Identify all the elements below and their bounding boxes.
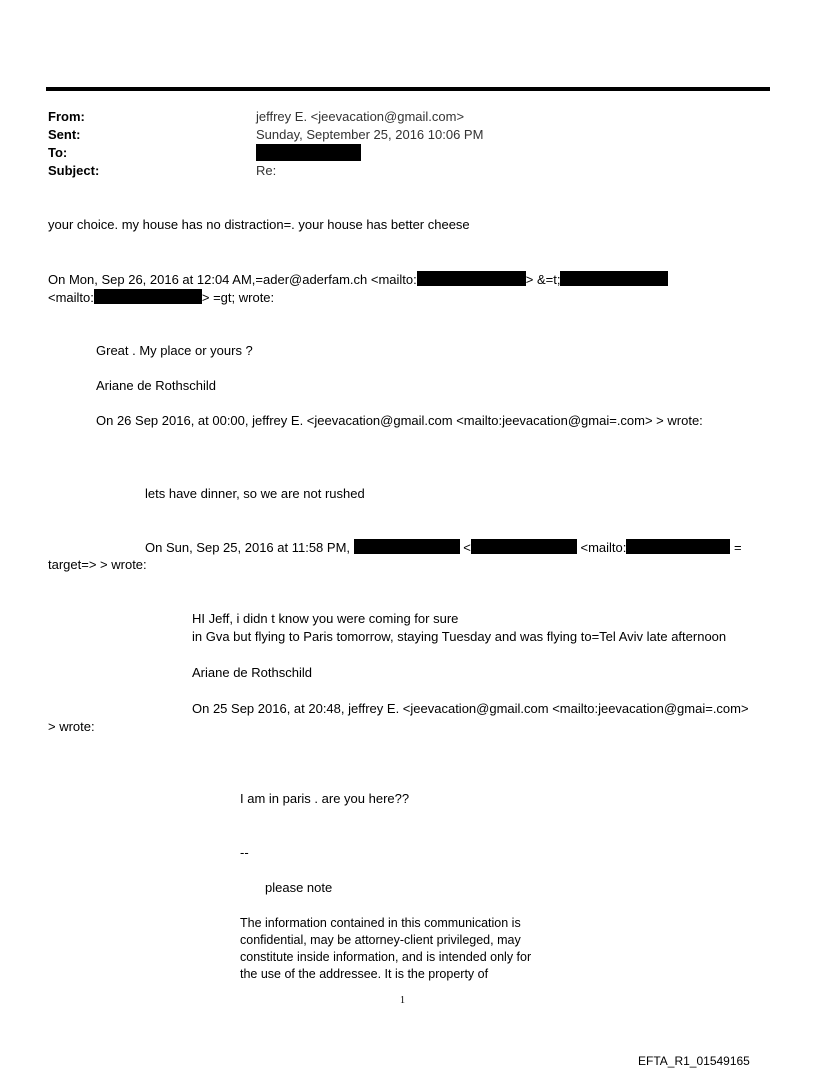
quote-header-3-text-b: < [463,540,471,555]
sent-value: Sunday, September 25, 2016 10:06 PM [256,127,484,142]
quote-header-1-text-d: > =gt; wrote: [201,290,275,305]
redaction-block [560,271,668,286]
to-redaction [256,144,361,161]
disclaimer-line: constitute inside information, and is intended only for [240,950,532,964]
page-number: 1 [400,995,405,1006]
signature-1: Ariane de Rothschild [96,378,216,393]
quote-header-3-text-c: <mailto: [580,540,627,555]
subject-label: Subject: [48,163,100,178]
disclaimer-line: the use of the addressee. It is the property of [240,967,489,981]
disclaimer-line: confidential, may be attorney-client privileged, may [240,933,521,947]
quote-header-4: On 25 Sep 2016, at 20:48, jeffrey E. <jeevacation@gmail.com <mailto:jeevacation@gmai=.com> [192,701,749,716]
quote-header-3-cont: target=> > wrote: [48,557,147,572]
to-label: To: [48,145,68,160]
please-note: please note [265,880,333,895]
quote-header-2: On 26 Sep 2016, at 00:00, jeffrey E. <jeevacation@gmail.com <mailto:jeevacation@gmai=.com> > wrote: [96,413,703,428]
signature-dashes: -- [240,845,249,860]
quote-header-1-text-c: <mailto: [48,290,94,305]
quote-header-3-text-a: On Sun, Sep 25, 2016 at 11:58 PM, [145,540,351,555]
redaction-block [626,539,730,554]
hi-line-2: in Gva but flying to Paris tomorrow, staying Tuesday and was flying to=Tel Aviv late afternoon [192,629,727,644]
hi-line-1: HI Jeff, i didn t know you were coming for sure [192,611,459,626]
sent-label: Sent: [48,127,81,142]
redaction-block [354,539,460,554]
bates-number: EFTA_R1_01549165 [638,1054,750,1068]
dinner-line: lets have dinner, so we are not rushed [145,486,365,501]
quote-header-3 [145,539,742,556]
reply-line: your choice. my house has no distraction=. your house has better cheese [48,217,470,232]
quote-header-3-text-d: = [734,540,742,555]
disclaimer-line: The information contained in this communication is [240,916,521,930]
quote-header-1-text-b: > &=t; [525,272,561,287]
header-rule [46,87,770,91]
signature-2: Ariane de Rothschild [192,665,312,680]
disclaimer [240,915,580,983]
paris-line: I am in paris . are you here?? [240,791,410,806]
quote-header-1 [48,271,668,288]
quote-header-1-text-a: On Mon, Sep 26, 2016 at 12:04 AM,=ader@aderfam.ch <mailto: [48,272,417,287]
redaction-block [417,271,526,286]
quote-header-1-cont [48,289,274,306]
redaction-block [471,539,577,554]
subject-value: Re: [256,163,277,178]
quote-header-4-cont: > wrote: [48,719,95,734]
redaction-block [94,289,202,304]
from-label: From: [48,109,85,124]
from-value: jeffrey E. <jeevacation@gmail.com> [256,109,465,124]
great-line: Great . My place or yours ? [96,343,253,358]
